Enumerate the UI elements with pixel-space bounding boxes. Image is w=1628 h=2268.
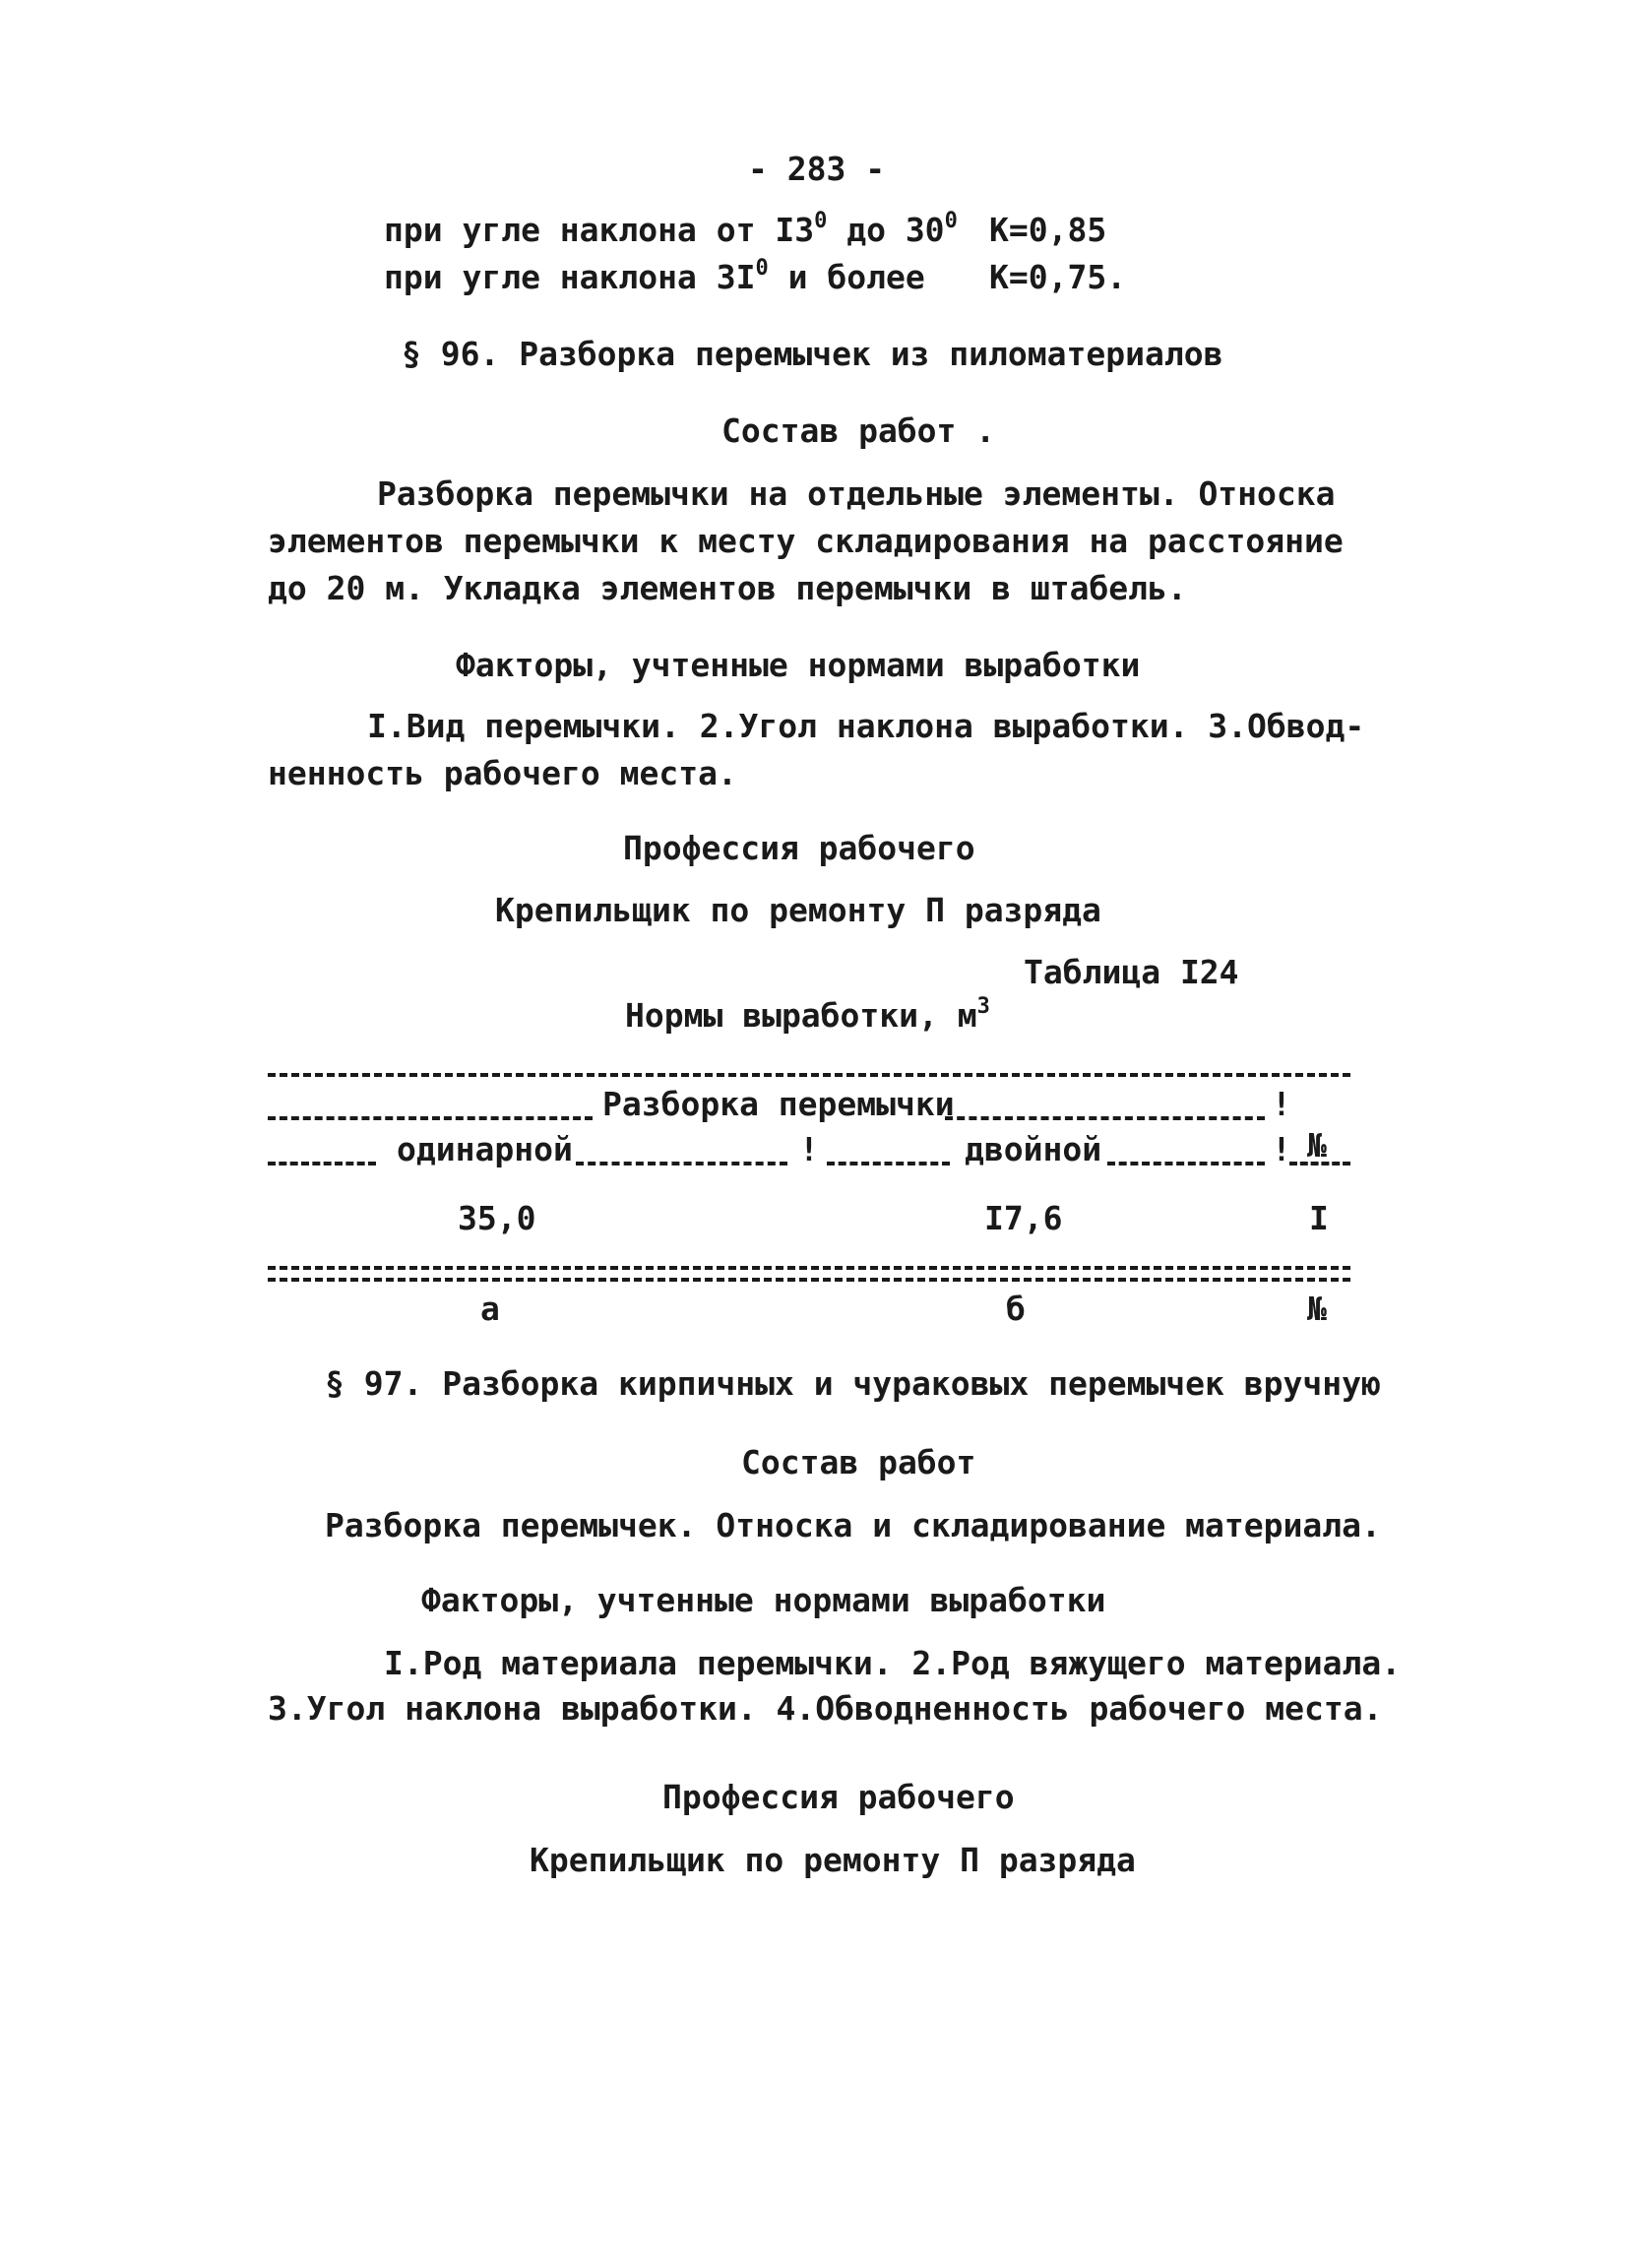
- table-group-rule-left: [268, 1116, 593, 1120]
- section-97-profession: Крепильщик по ремонту П разряда: [530, 1841, 1136, 1879]
- table-separator-top: !: [1272, 1085, 1291, 1123]
- intro-line-2-text: при угле наклона 3I: [384, 258, 756, 296]
- table-header-rule-c: [827, 1162, 950, 1166]
- table-group-rule-right: [945, 1116, 1265, 1120]
- intro-line-1: [384, 211, 958, 249]
- section-97-composition-heading: Состав работ: [741, 1443, 976, 1481]
- table-row-number: I: [1309, 1199, 1329, 1237]
- table-number-header: №: [1307, 1126, 1327, 1165]
- table-col1-letter: а: [480, 1290, 500, 1328]
- table-header-rule-e: [1289, 1162, 1350, 1166]
- section-96-composition-line-1: Разборка перемычки на отдельные элементы. Относка: [377, 474, 1336, 513]
- table-label: Таблица I24: [1024, 953, 1239, 991]
- degree-sup-2: 0: [944, 209, 958, 233]
- table-col1-value: 35,0: [458, 1199, 536, 1237]
- intro-line-1-text: при угле наклона от I3: [384, 211, 815, 249]
- table-header-rule-b: [576, 1162, 787, 1166]
- degree-sup-1: 0: [814, 209, 828, 233]
- norms-title-text: Нормы выработки, м: [625, 996, 977, 1035]
- section-96-factors-heading: Факторы, учтенные нормами выработки: [456, 646, 1141, 684]
- coefficient-1: К=0,85: [989, 211, 1107, 249]
- section-97-factors-heading: Факторы, учтенные нормами выработки: [421, 1581, 1106, 1619]
- section-96-title: § 96. Разборка перемычек из пиломатериалов: [402, 335, 1223, 373]
- section-96-composition-line-3: до 20 м. Укладка элементов перемычки в штабель.: [268, 569, 1187, 607]
- table-col2-value: I7,6: [984, 1199, 1063, 1237]
- section-97-title: § 97. Разборка кирпичных и чураковых перемычек вручную: [325, 1364, 1381, 1403]
- norms-unit-sup: 3: [976, 994, 990, 1019]
- section-97-factors-line-2: 3.Угол наклона выработки. 4.Обводненность рабочего места.: [268, 1689, 1383, 1728]
- table-separator-mid: !: [799, 1130, 819, 1168]
- table-top-rule: [268, 1073, 1350, 1077]
- page-number: - 283 -: [748, 150, 886, 188]
- table-col2-letter: б: [1006, 1290, 1026, 1328]
- table-number-footer: №: [1307, 1290, 1327, 1328]
- section-96-factors-line-1: I.Вид перемычки. 2.Угол наклона выработки. 3.Обвод-: [367, 707, 1365, 745]
- section-96-composition-line-2: элементов перемычки к месту складирования на расстояние: [268, 522, 1344, 560]
- coefficient-2: К=0,75.: [989, 258, 1127, 296]
- degree-sup-3: 0: [755, 256, 769, 281]
- section-96-factors-line-2: ненность рабочего места.: [268, 754, 737, 792]
- section-97-factors-line-1: I.Род материала перемычки. 2.Род вяжущего материала.: [384, 1644, 1402, 1682]
- table-col2-header: двойной: [965, 1130, 1102, 1168]
- table-col1-header: одинарной: [397, 1130, 573, 1168]
- norms-title: [625, 996, 990, 1035]
- table-bottom-rule-2: [268, 1278, 1350, 1282]
- section-96-composition-heading: Состав работ .: [721, 411, 996, 450]
- table-header-rule-a: [268, 1162, 376, 1166]
- section-96-profession-heading: Профессия рабочего: [623, 829, 975, 867]
- section-96-profession: Крепильщик по ремонту П разряда: [495, 891, 1101, 929]
- table-group-header: Разборка перемычки: [602, 1085, 955, 1123]
- section-97-composition-line: Разборка перемычек. Относка и складирование материала.: [325, 1506, 1381, 1544]
- table-header-rule-d: [1107, 1162, 1265, 1166]
- section-97-profession-heading: Профессия рабочего: [662, 1778, 1015, 1816]
- table-bottom-rule-1: [268, 1266, 1350, 1270]
- table-separator-right: !: [1272, 1130, 1291, 1168]
- intro-line-2-rest: и более: [768, 258, 925, 296]
- intro-line-2: [384, 258, 925, 296]
- intro-line-1-mid: до 30: [827, 211, 945, 249]
